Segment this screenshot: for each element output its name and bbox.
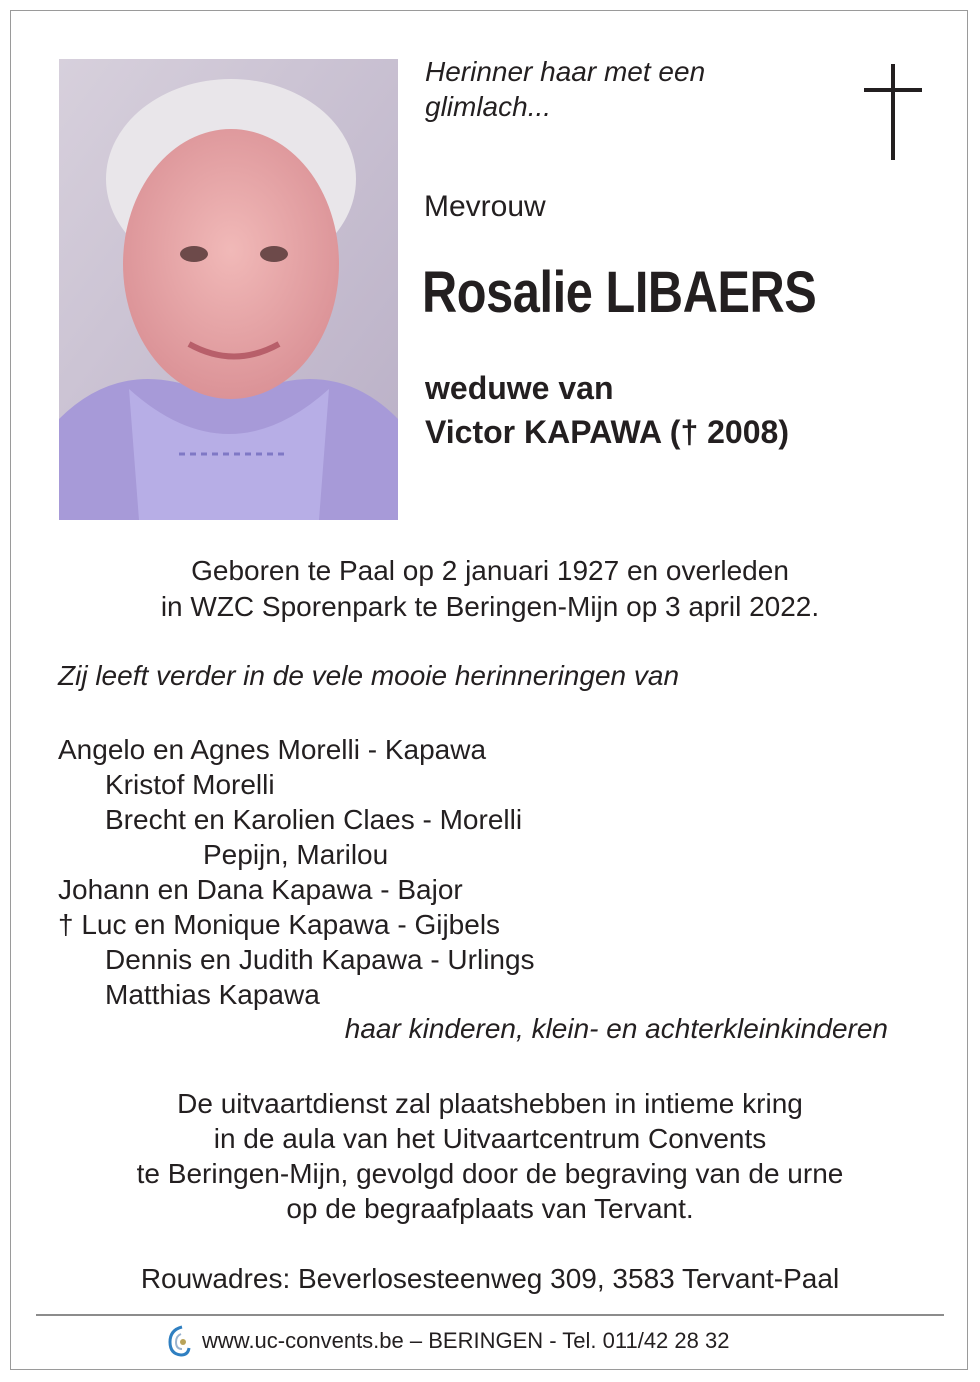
quote-line: glimlach... (425, 91, 552, 122)
footer-contact: www.uc-convents.be – BERINGEN - Tel. 011/42 28 32 (202, 1328, 730, 1353)
spouse-name: Victor KAPAWA († 2008) (425, 414, 789, 450)
family-member: Angelo en Agnes Morelli - Kapawa (58, 734, 487, 765)
funeral-line: op de begraafplaats van Tervant. (286, 1193, 694, 1224)
footer (166, 1323, 729, 1359)
funeral-line: in de aula van het Uitvaartcentrum Convents (213, 1123, 767, 1154)
family-list (58, 732, 535, 1012)
funeral-home-logo-icon (166, 1324, 192, 1358)
death-line: in WZC Sporenpark te Beringen-Mijn op 3 april 2022. (160, 591, 820, 622)
spouse-relation: weduwe van (425, 370, 614, 406)
memorial-quote (425, 54, 805, 124)
funeral-line: te Beringen-Mijn, gevolgd door de begraving van de urne (136, 1158, 844, 1189)
spouse-info (425, 366, 789, 454)
family-member: Brecht en Karolien Claes - Morelli (105, 804, 523, 835)
family-member: Dennis en Judith Kapawa - Urlings (105, 944, 535, 975)
footer-divider (36, 1314, 944, 1316)
birth-death-text (0, 553, 980, 625)
funeral-line: De uitvaartdienst zal plaatshebben in intieme kring (177, 1088, 803, 1119)
birth-line: Geboren te Paal op 2 januari 1927 en overleden (191, 555, 789, 586)
family-member: Kristof Morelli (105, 769, 275, 800)
portrait-photo (59, 59, 398, 520)
family-member: † Luc en Monique Kapawa - Gijbels (58, 909, 501, 940)
funeral-details (0, 1086, 980, 1226)
cross-icon (864, 64, 922, 160)
family-member: Pepijn, Marilou (203, 839, 389, 870)
family-member: Johann en Dana Kapawa - Bajor (58, 874, 463, 905)
title-prefix: Mevrouw (424, 190, 546, 223)
mourning-address: Rouwadres: Beverlosesteenweg 309, 3583 Tervant-Paal (140, 1263, 840, 1294)
deceased-name: Rosalie LIBAERS (422, 260, 817, 325)
family-member: Matthias Kapawa (105, 979, 320, 1010)
remembrance-intro: Zij leeft verder in de vele mooie herinneringen van (58, 660, 680, 691)
quote-line: Herinner haar met een (425, 56, 706, 87)
relation-note: haar kinderen, klein- en achterkleinkinderen (344, 1013, 888, 1044)
